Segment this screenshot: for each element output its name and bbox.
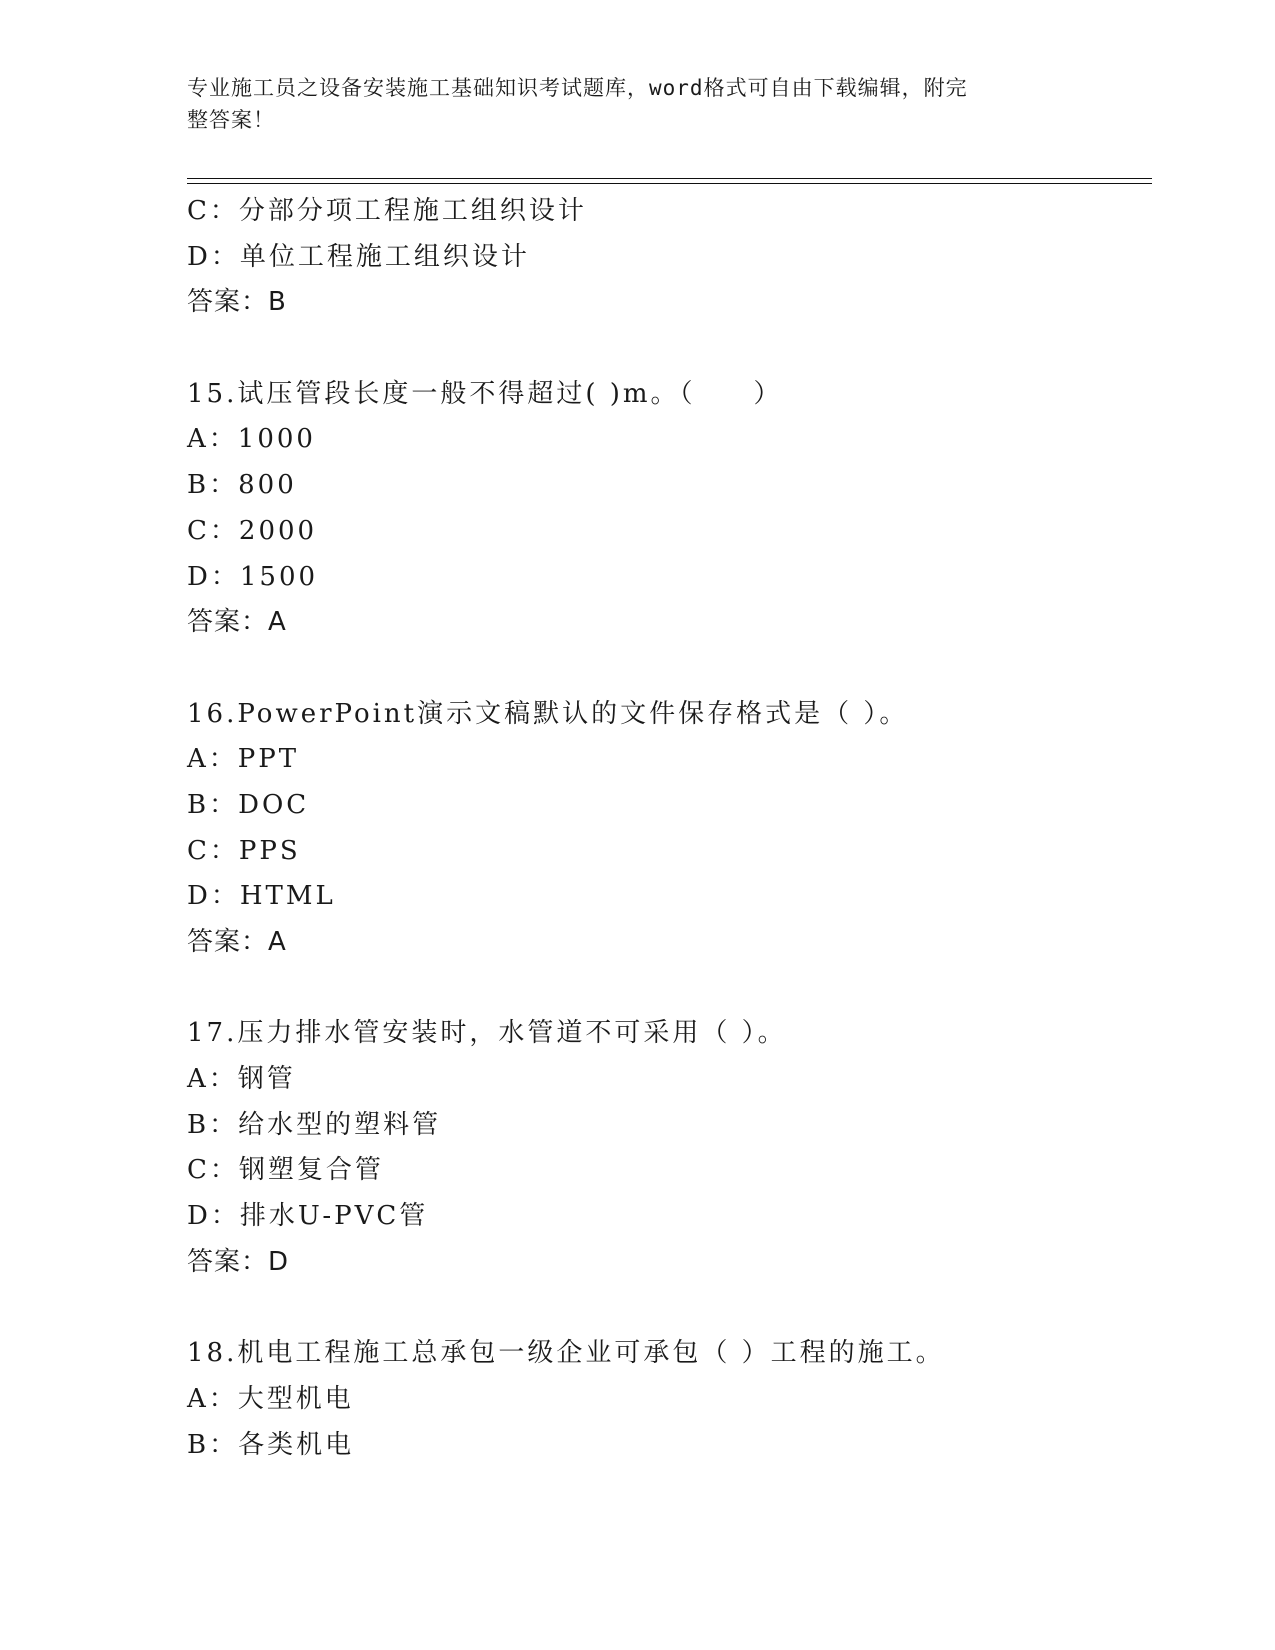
option-label: D： <box>187 1201 240 1232</box>
question-stem: 17.压力排水管安装时，水管道不可采用（ ）。 <box>187 1018 787 1049</box>
option-label: A： <box>187 1383 238 1414</box>
header-line-2: 整答案！ <box>187 108 275 132</box>
option-text: 给水型的塑料管 <box>238 1109 442 1140</box>
header-line-1: 专业施工员之设备安装施工基础知识考试题库，word格式可自由下载编辑，附完 <box>187 76 968 100</box>
option-a <box>187 1377 1152 1423</box>
option-d <box>187 235 1152 281</box>
option-label: A： <box>187 744 238 775</box>
option-text: 各类机电 <box>238 1429 355 1460</box>
option-label: B： <box>187 789 239 820</box>
answer-line: 答案：B <box>187 287 287 318</box>
answer-line: 答案：D <box>187 1246 290 1277</box>
option-b <box>187 463 1152 509</box>
spacer <box>187 326 1152 372</box>
option-text: 单位工程施工组织设计 <box>239 241 530 272</box>
option-c <box>187 829 1152 875</box>
option-text: HTML <box>239 881 336 912</box>
option-label: C： <box>187 196 239 226</box>
option-label: B： <box>187 470 239 501</box>
question-stem: 15.试压管段长度一般不得超过( )m。（ ） <box>187 378 783 409</box>
option-label: C： <box>187 835 239 866</box>
option-a <box>187 1057 1152 1103</box>
option-text: 钢塑复合管 <box>238 1155 384 1186</box>
spacer <box>187 1286 1152 1332</box>
option-text: PPT <box>237 744 300 775</box>
answer-line: 答案：A <box>187 607 287 638</box>
option-text: 1500 <box>239 561 319 592</box>
option-text: DOC <box>238 789 310 820</box>
option-label: C： <box>187 515 239 546</box>
option-label: D： <box>187 561 240 592</box>
document-header <box>187 72 1077 136</box>
question-list <box>187 189 1152 1468</box>
option-text: 分部分项工程施工组织设计 <box>238 196 587 226</box>
spacer <box>187 966 1152 1012</box>
option-text: 1000 <box>237 424 316 455</box>
option-label: D： <box>187 881 240 912</box>
option-label: A： <box>187 424 238 455</box>
option-b <box>187 783 1152 829</box>
option-text: 800 <box>238 470 297 501</box>
question-stem: 16.PowerPoint演示文稿默认的文件保存格式是（ ）。 <box>187 698 909 729</box>
header-divider-top <box>187 178 1152 179</box>
option-a <box>187 737 1152 783</box>
option-c <box>187 189 1152 235</box>
option-b <box>187 1103 1152 1149</box>
option-label: B： <box>187 1429 239 1460</box>
option-d <box>187 1194 1152 1240</box>
option-label: D： <box>187 241 240 272</box>
option-label: A： <box>187 1064 238 1095</box>
option-text: PPS <box>238 835 301 866</box>
spacer <box>187 646 1152 692</box>
option-text: 排水U-PVC管 <box>239 1201 429 1232</box>
option-text: 2000 <box>238 515 318 546</box>
option-label: B： <box>187 1109 239 1140</box>
question-stem: 18.机电工程施工总承包一级企业可承包（ ）工程的施工。 <box>187 1338 945 1369</box>
option-b <box>187 1423 1152 1469</box>
option-d <box>187 874 1152 920</box>
option-label: C： <box>187 1155 239 1186</box>
option-c <box>187 1148 1152 1194</box>
option-text: 钢管 <box>237 1064 296 1095</box>
option-text: 大型机电 <box>237 1383 354 1414</box>
option-c <box>187 509 1152 555</box>
answer-line: 答案：A <box>187 927 287 957</box>
option-a <box>187 417 1152 463</box>
option-d <box>187 555 1152 601</box>
header-divider-bottom <box>187 183 1152 184</box>
